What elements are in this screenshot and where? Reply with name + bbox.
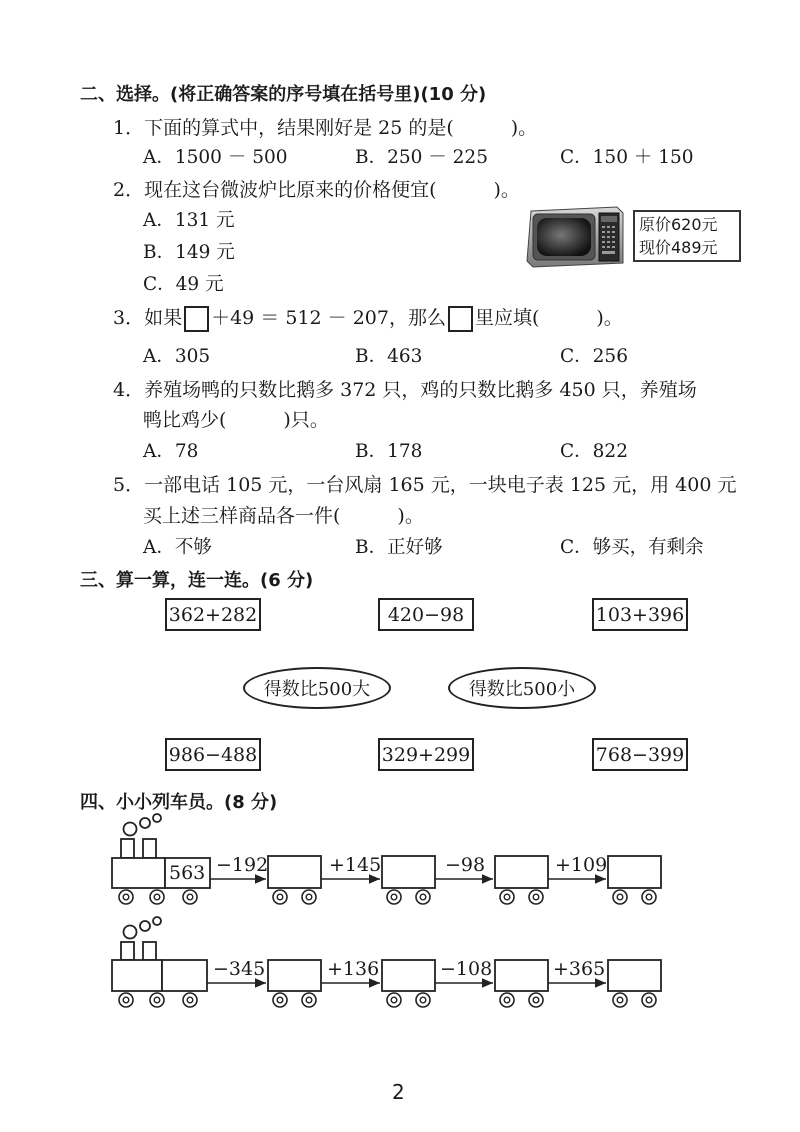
train-2-operation: −345: [213, 958, 266, 980]
question-5-option-a[interactable]: A．不够: [143, 537, 212, 558]
train-2-engine: [112, 917, 207, 991]
question-1-option-b[interactable]: B．250 － 225: [355, 147, 488, 168]
price-original: 原价620元: [639, 215, 718, 234]
question-4-stem: 4．养殖场鸭的只数比鹅多 372 只，鸡的只数比鹅多 450 只，养殖场: [113, 379, 697, 401]
price-now: 现价489元: [639, 238, 718, 257]
expression-card-bottom[interactable]: 329+299: [378, 738, 474, 771]
question-3-stem-end: 里应填( )。: [474, 307, 623, 329]
question-5-option-b[interactable]: B．正好够: [355, 537, 443, 558]
category-oval-less[interactable]: 得数比500小: [448, 667, 596, 709]
question-3-stem-middle: ＋49 ＝ 512 － 207，那么: [211, 307, 446, 329]
expression-card-top[interactable]: 420−98: [378, 598, 474, 631]
train-2-operation: +365: [553, 958, 606, 980]
train-1-operation: +109: [555, 854, 608, 876]
question-5-stem: 5．一部电话 105 元，一台风扇 165 元，一块电子表 125 元，用 400 元: [113, 474, 737, 496]
question-1-stem: 1．下面的算式中，结果刚好是 25 的是( )。: [113, 117, 538, 139]
question-2-option-b[interactable]: B．149 元: [143, 242, 235, 263]
question-4-stem-line2: 鸭比鸡少( )只。: [143, 409, 329, 431]
train-1-operation: −192: [216, 854, 269, 876]
section-4-title: 四、小小列车员。(8 分): [80, 792, 278, 813]
question-2-option-c[interactable]: C．49 元: [143, 274, 224, 295]
question-3-stem-start: 3．如果: [113, 307, 183, 329]
question-1-option-c[interactable]: C．150 ＋ 150: [560, 147, 694, 168]
train-1-start-number: 563: [169, 862, 206, 884]
train-2-operation: +136: [327, 958, 380, 980]
section-3-title: 三、算一算，连一连。(6 分): [80, 570, 314, 591]
expression-card-bottom[interactable]: 986−488: [165, 738, 261, 771]
question-5-option-c[interactable]: C．够买，有剩余: [560, 537, 704, 558]
page-number: 2: [392, 1080, 405, 1104]
question-2-stem: 2．现在这台微波炉比原来的价格便宜( )。: [113, 179, 520, 201]
question-3-option-b[interactable]: B．463: [355, 346, 423, 367]
train-2-operation: −108: [440, 958, 493, 980]
question-4-option-b[interactable]: B．178: [355, 441, 423, 462]
section-2-title: 二、选择。(将正确答案的序号填在括号里)(10 分): [80, 84, 487, 105]
question-4-option-c[interactable]: C．822: [560, 441, 628, 462]
expression-card-top[interactable]: 362+282: [165, 598, 261, 631]
expression-card-bottom[interactable]: 768−399: [592, 738, 688, 771]
question-3-option-c[interactable]: C．256: [560, 346, 628, 367]
train-1-operation: −98: [445, 854, 486, 876]
train-1-operation: +145: [329, 854, 382, 876]
expression-card-top[interactable]: 103+396: [592, 598, 688, 631]
question-2-option-a[interactable]: A．131 元: [143, 210, 235, 231]
category-oval-greater[interactable]: 得数比500大: [243, 667, 391, 709]
question-4-option-a[interactable]: A．78: [143, 441, 199, 462]
question-1-option-a[interactable]: A．1500 － 500: [143, 147, 288, 168]
question-5-stem-line2: 买上述三样商品各一件( )。: [143, 505, 424, 527]
question-3-option-a[interactable]: A．305: [143, 346, 211, 367]
